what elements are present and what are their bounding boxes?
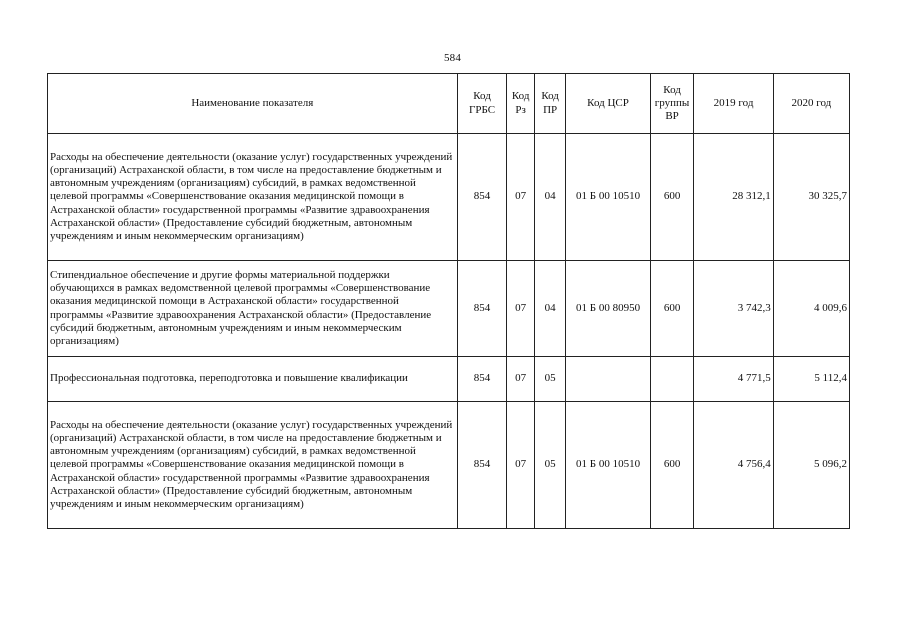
- row-vr: 600: [650, 134, 694, 261]
- table-row: [48, 357, 850, 402]
- header-2019: 2019 год: [694, 74, 773, 134]
- header-pr: Код ПР: [534, 74, 566, 134]
- header-2020: 2020 год: [773, 74, 849, 134]
- row-name: Стипендиальное обеспечение и другие формы материальной поддержки обучающихся в рамках ведомственной целевой программы «Совершенствование оказания медицинской помощи в Астраханской области» государственной программы «Развитие здравоохранения Астраханской области» (Предоставление субсидий бюджетным, автономным учреждениям и иным некоммерческим организациям): [48, 261, 458, 357]
- row-amount-2019: 4 756,4: [694, 402, 773, 529]
- row-rz: 07: [507, 402, 534, 529]
- row-amount-2020: 30 325,7: [773, 134, 849, 261]
- row-rz: 07: [507, 134, 534, 261]
- row-csr: 01 Б 00 80950: [566, 261, 650, 357]
- table-header: [48, 74, 850, 134]
- row-csr: [566, 357, 650, 402]
- row-amount-2020: 5 112,4: [773, 357, 849, 402]
- row-amount-2020: 5 096,2: [773, 402, 849, 529]
- row-pr: 05: [534, 402, 566, 529]
- header-grbs: Код ГРБС: [457, 74, 507, 134]
- header-rz: Код Рз: [507, 74, 534, 134]
- row-csr: 01 Б 00 10510: [566, 402, 650, 529]
- row-pr: 04: [534, 134, 566, 261]
- row-name: Профессиональная подготовка, переподготовка и повышение квалификации: [48, 357, 458, 402]
- header-vr: Код группы ВР: [650, 74, 694, 134]
- table-row: [48, 402, 850, 529]
- header-row: [48, 74, 850, 134]
- row-amount-2019: 3 742,3: [694, 261, 773, 357]
- row-pr: 05: [534, 357, 566, 402]
- row-grbs: 854: [457, 402, 507, 529]
- row-name: Расходы на обеспечение деятельности (оказание услуг) государственных учреждений (организаций) Астраханской области, в том числе на предоставление бюджетным и автономным учреждениям (организациям) субсидий, в рамках ведомственной целевой программы «Совершенствование оказания медицинской помощи в Астраханской области» государственной программы «Развитие здравоохранения Астраханской области» (Предоставление субсидий бюджетным, автономным учреждениям и иным некоммерческим организациям): [48, 402, 458, 529]
- row-rz: 07: [507, 357, 534, 402]
- row-grbs: 854: [457, 134, 507, 261]
- row-amount-2019: 28 312,1: [694, 134, 773, 261]
- row-vr: 600: [650, 261, 694, 357]
- header-name: Наименование показателя: [48, 74, 458, 134]
- header-csr: Код ЦСР: [566, 74, 650, 134]
- row-rz: 07: [507, 261, 534, 357]
- page-number: 584: [443, 52, 462, 64]
- row-vr: 600: [650, 402, 694, 529]
- row-grbs: 854: [457, 261, 507, 357]
- budget-table: [47, 73, 850, 529]
- table-row: [48, 134, 850, 261]
- row-vr: [650, 357, 694, 402]
- row-amount-2020: 4 009,6: [773, 261, 849, 357]
- row-grbs: 854: [457, 357, 507, 402]
- row-amount-2019: 4 771,5: [694, 357, 773, 402]
- row-csr: 01 Б 00 10510: [566, 134, 650, 261]
- row-name: Расходы на обеспечение деятельности (оказание услуг) государственных учреждений (организаций) Астраханской области, в том числе на предоставление бюджетным и автономным учреждениям (организациям) субсидий, в рамках ведомственной целевой программы «Совершенствование оказания медицинской помощи в Астраханской области» государственной программы «Развитие здравоохранения Астраханской области» (Предоставление субсидий бюджетным, автономным учреждениям и иным некоммерческим организациям): [48, 134, 458, 261]
- table-row: [48, 261, 850, 357]
- row-pr: 04: [534, 261, 566, 357]
- table-body: [48, 134, 850, 529]
